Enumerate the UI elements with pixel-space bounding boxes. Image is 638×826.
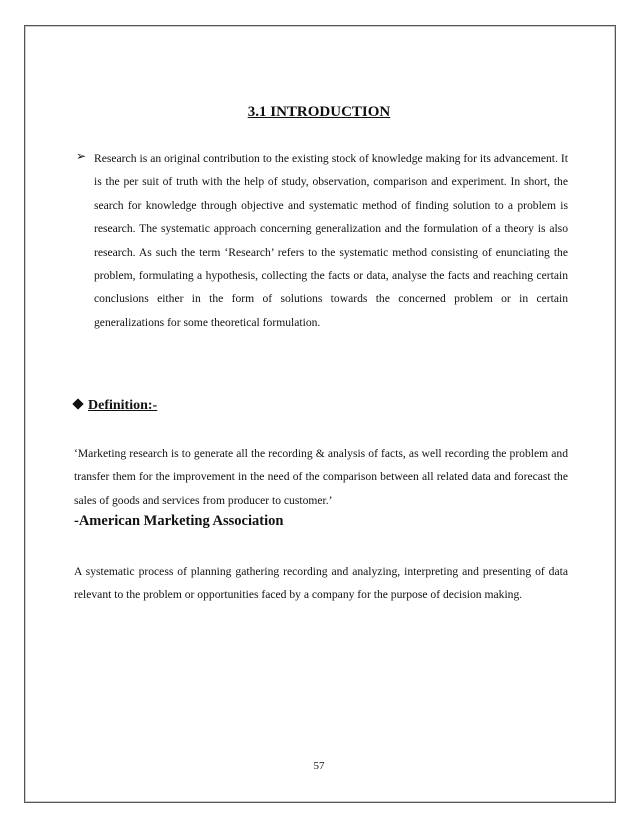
page-number: 57 [313,760,325,772]
intro-paragraph: Research is an original contribution to the existing stock of knowledge making for its advancement. It is the per suit of truth with the help of study, observation, comparison and experiment. In short, the search for knowledge through objective and systematic method of finding solution to a problem is research. The systematic approach concerning generalization and the formulation of a theory is also research. As such the term ‘Research’ refers to the systematic method consisting of enunciating the problem, formulating a hypothesis, collecting the facts or data, analyse the facts and reaching certain conclusions either in the form of solutions towards the concerned problem or in certain generalizations for some theoretical formulation. [94,152,568,329]
definition-heading-text: Definition:- [88,398,158,413]
definition-quote: ‘Marketing research is to generate all the recording & analysis of facts, as well recording the problem and transfer them for the improvement in the need of the comparison between all related data and forecast the sales of goods and services from producer to customer.’ [74,447,568,507]
intro-bullet [76,147,568,334]
page-border [24,25,616,803]
section-title: 3.1 INTRODUCTION [247,104,391,120]
arrow-bullet-icon: ➢ [76,149,87,163]
diamond-bullet-icon [72,398,83,409]
definition-heading [74,398,157,414]
attribution: -American Marketing Association [74,513,284,529]
process-paragraph: A systematic process of planning gathering recording and analyzing, interpreting and presenting of data relevant to the problem or opportunities faced by a company for the purpose of decision making. [74,565,568,602]
